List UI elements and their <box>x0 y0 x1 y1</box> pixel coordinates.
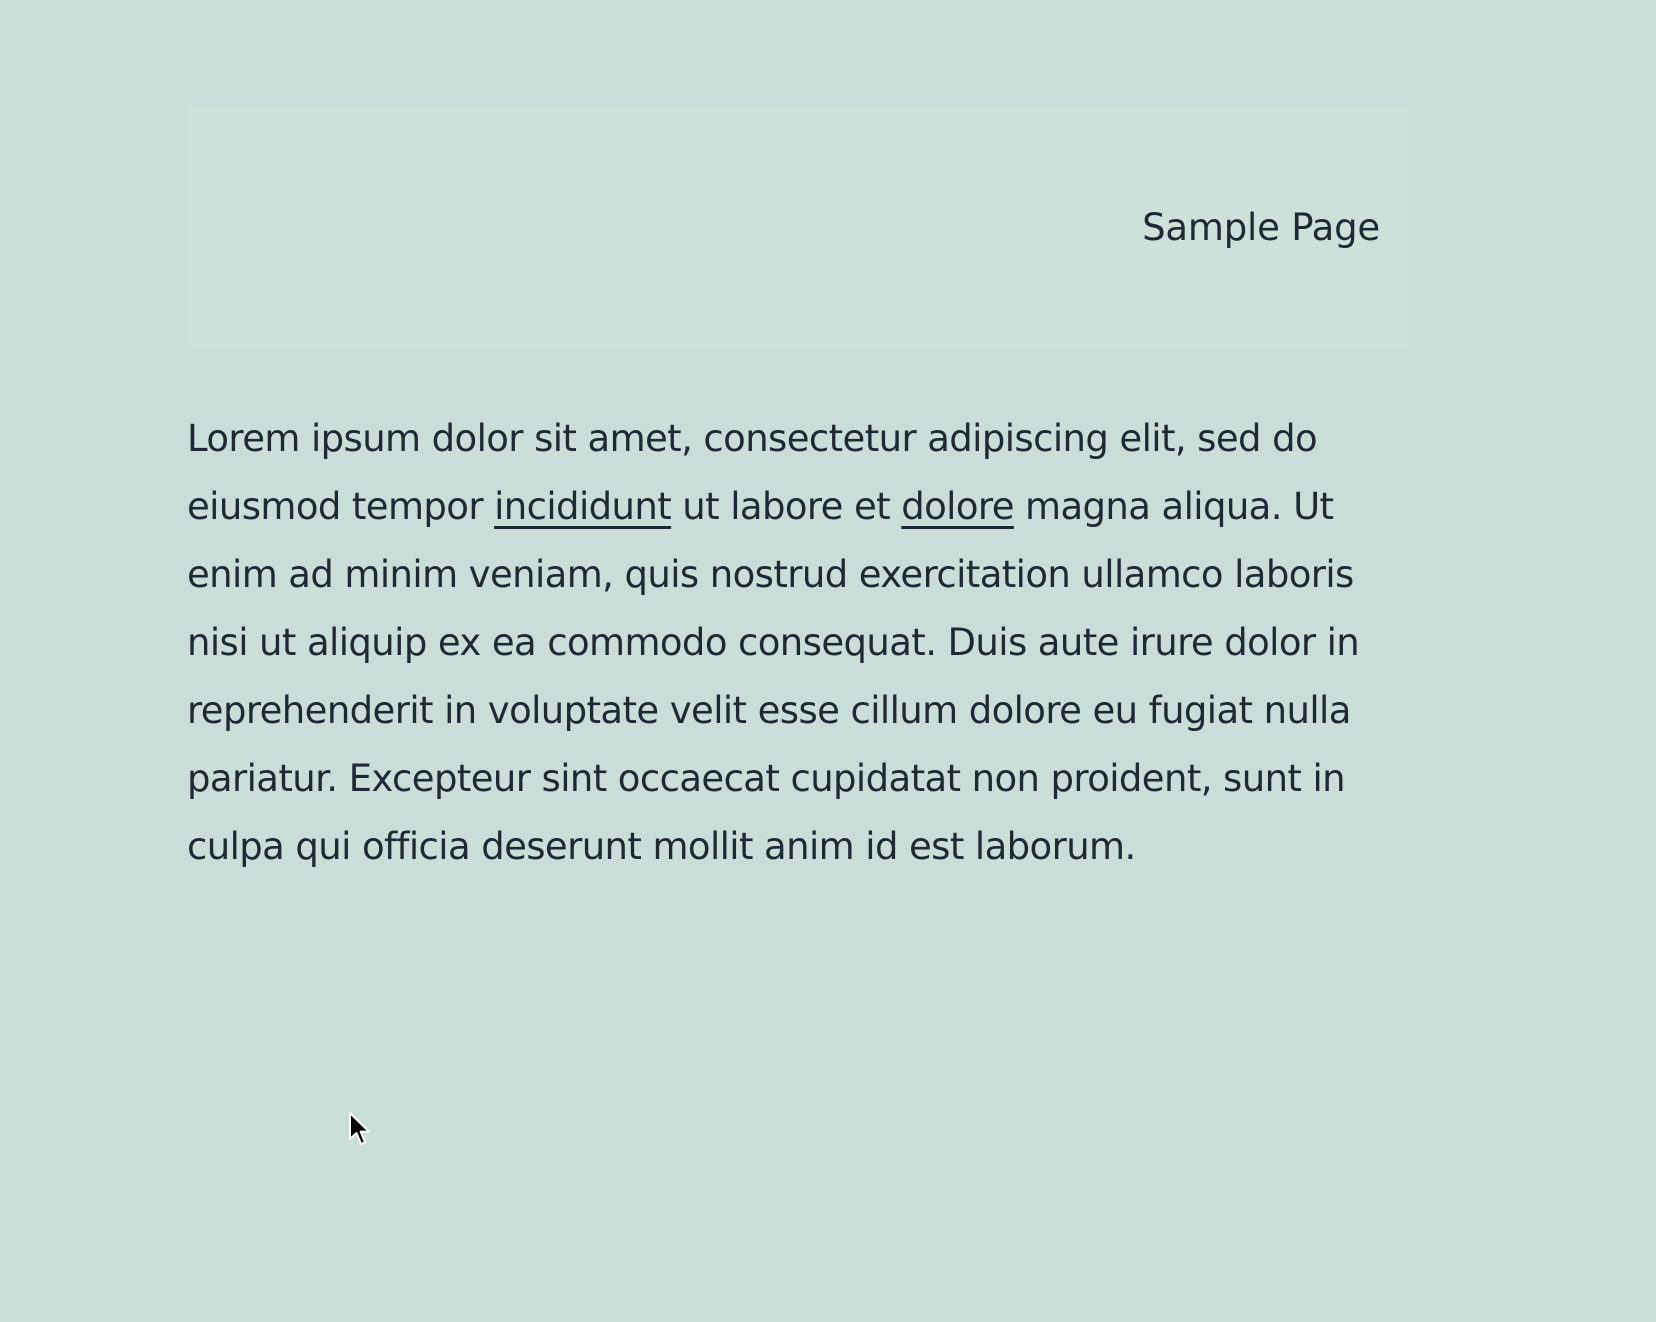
link-incididunt[interactable]: incididunt <box>494 485 672 528</box>
mouse-pointer-icon <box>348 1111 372 1147</box>
nav-link-sample-page[interactable]: Sample Page <box>1142 205 1380 249</box>
link-dolore[interactable]: dolore <box>901 485 1014 528</box>
paragraph-text: magna aliqua. Ut enim ad minim veniam, quis nostrud exercitation ullamco laboris nisi ut aliquip ex ea commodo consequat. Duis aute irure dolor in reprehenderit in voluptate velit esse cillum dolore eu fugiat nulla pariatur. Excepteur sint occaecat cupidatat non proident, sunt in culpa qui officia deserunt mollit anim id est laborum. <box>187 485 1360 868</box>
paragraph-text: Lorem ipsum dolor sit amet, consectetur adipiscing elit, sed do eiusmod tempor <box>187 417 1317 528</box>
paragraph-text: ut labore et <box>671 485 902 528</box>
site-header <box>187 106 1408 348</box>
body-paragraph <box>187 405 1408 881</box>
